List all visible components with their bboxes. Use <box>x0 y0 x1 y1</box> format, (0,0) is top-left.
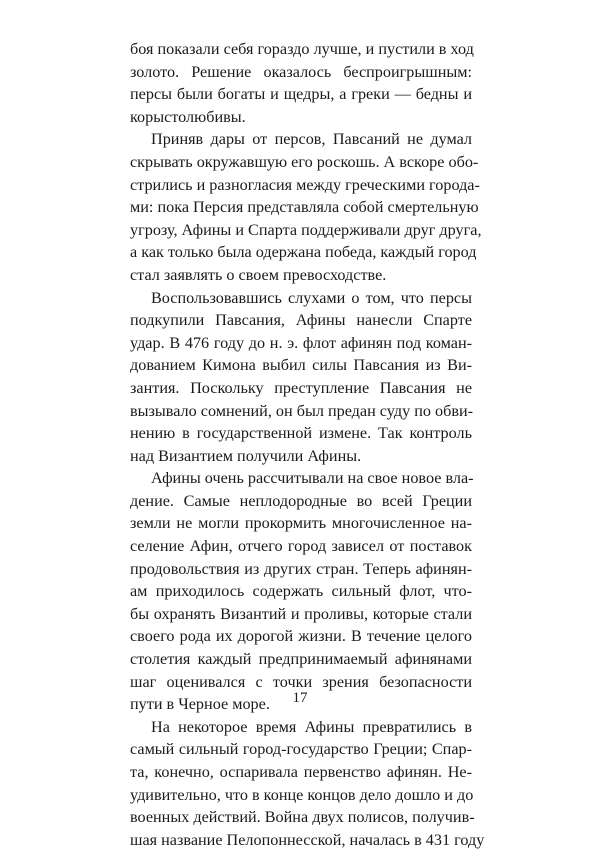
text-line: стрились и разногласия между греческими города- <box>130 175 480 194</box>
text-line: Приняв дары от персов, Павсаний не думал <box>151 130 472 149</box>
text-line: ми: пока Персия представляла собой смертельную <box>130 198 479 217</box>
text-line: самый сильный город-государство Греции; Спар- <box>130 740 472 759</box>
text-line: дованием Кимона выбил силы Павсания из Ви- <box>130 356 472 375</box>
text-line: вызывало сомнений, он был предан суду по обви- <box>130 401 474 420</box>
text-line: бы охранять Византий и проливы, которые стали <box>130 604 472 623</box>
text-line: удар. В 476 году до н. э. флот афинян под коман- <box>130 333 472 352</box>
text-line: стал заявлять о своем превосходстве. <box>130 265 387 284</box>
text-line: золото. Решение оказалось беспроигрышным: <box>130 62 472 81</box>
text-line: военных действий. Война двух полисов, получив- <box>130 808 475 827</box>
text-line: дение. Самые неплодородные во всей Греции <box>130 491 472 510</box>
text-line: корыстолюбивы. <box>130 107 246 126</box>
text-line: шая название Пелопоннесской, началась в 431 году <box>130 830 485 849</box>
text-line: селение Афин, отчего город зависел от поставок <box>130 537 472 556</box>
text-line: нению в государственной измене. Так контроль <box>130 424 472 443</box>
text-line: зантия. Поскольку преступление Павсания не <box>130 378 472 397</box>
body-text <box>130 38 485 851</box>
text-line: Воспользовавшись слухами о том, что персы <box>151 288 472 307</box>
text-line: пути в Черное море. <box>130 695 270 714</box>
text-line: своего рода их дорогой жизни. В течение целого <box>130 627 472 646</box>
text-line: ам приходилось содержать сильный флот, что- <box>130 582 472 601</box>
text-line: столетия каждый предпринимаемый афинянами <box>130 650 472 669</box>
text-line: скрывать окружавшую его роскошь. А вскоре обо- <box>130 152 479 171</box>
text-line: шаг оценивался с точки зрения безопасности <box>130 672 472 691</box>
text-line: земли не могли прокормить многочисленное на- <box>130 514 472 533</box>
text-line: На некоторое время Афины превратились в <box>151 717 472 736</box>
text-line: удивительно, что в конце концов дело дошло и до <box>130 785 474 804</box>
text-line: Афины очень рассчитывали на свое новое вла- <box>151 469 474 488</box>
text-line: боя показали себя гораздо лучше, и пустили в ход <box>130 40 474 58</box>
text-line: персы были богаты и щедры, а греки — бедны и <box>130 85 472 104</box>
text-line: подкупили Павсания, Афины нанесли Спарте <box>130 311 472 330</box>
text-line: та, конечно, оспаривала первенство афинян. Не- <box>130 763 472 781</box>
text-line: над Византием получили Афины. <box>130 446 362 465</box>
text-line: угрозу, Афины и Спарта поддерживали друг друга, <box>130 220 482 239</box>
text-line: продовольствия из других стран. Теперь афинян- <box>130 559 472 578</box>
text-line: а как только была одержана победа, каждый город <box>130 243 477 262</box>
page-number: 17 <box>292 690 308 706</box>
